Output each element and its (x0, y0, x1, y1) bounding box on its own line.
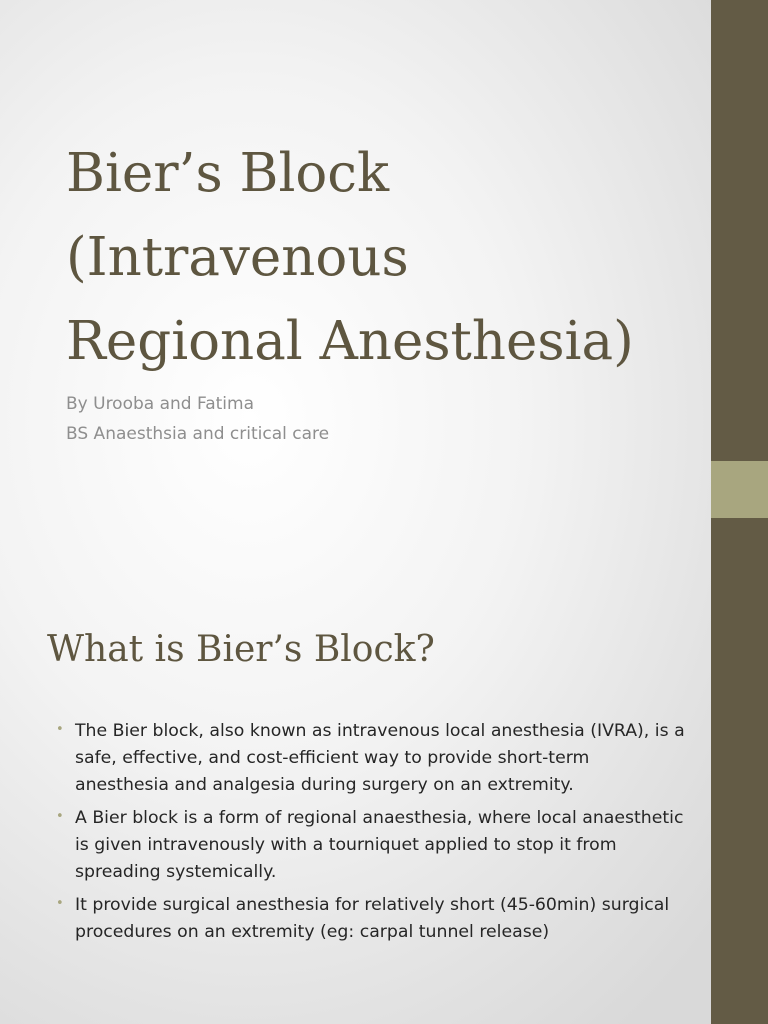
slide-title (66, 132, 706, 384)
bullet-text: It provide surgical anesthesia for relatively short (45-60min) surgical procedures on an extremity (eg: carpal tunnel release) (75, 895, 670, 942)
bullet-item (56, 892, 686, 946)
bullet-dot-icon: • (56, 896, 64, 911)
bullet-list (56, 718, 686, 952)
bullet-item (56, 718, 686, 799)
section-title: What is Bier’s Block? (47, 629, 435, 670)
slide-title-line: (Intravenous (66, 227, 409, 288)
side-accent-block (711, 461, 768, 518)
bullet-text: The Bier block, also known as intravenous local anesthesia (IVRA), is a safe, effective, and cost-efficient way to provide short-term anesthesia and analgesia during surgery on an extremity. (75, 721, 685, 795)
bullet-dot-icon: • (56, 722, 64, 737)
program-line: BS Anaesthsia and critical care (66, 424, 330, 444)
bullet-dot-icon: • (56, 809, 64, 824)
slide-title-line: Regional Anesthesia) (66, 311, 634, 372)
bullet-text: A Bier block is a form of regional anaesthesia, where local anaesthetic is given intravenously with a tourniquet applied to stop it from spreading systemically. (75, 808, 684, 882)
authors-line: By Urooba and Fatima (66, 394, 254, 414)
slide-subtitle (66, 389, 666, 449)
slide-title-line: Bier’s Block (66, 143, 390, 204)
bullet-item (56, 805, 686, 886)
